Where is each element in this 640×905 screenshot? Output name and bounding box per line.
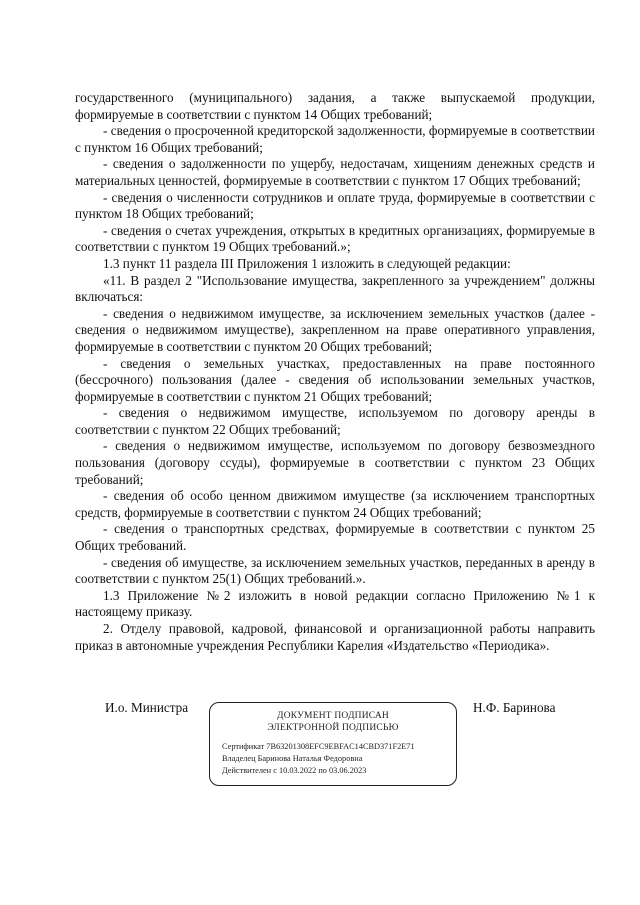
paragraph: - сведения о счетах учреждения, открытых в кредитных организациях, формируемые в соответствии с пунктом 19 Общих требований.»; bbox=[75, 222, 595, 255]
paragraph: - сведения о просроченной кредиторской задолженности, формируемые в соответствии с пунктом 16 Общих требований; bbox=[75, 123, 595, 155]
paragraph: 1.3 пункт 11 раздела III Приложения 1 изложить в следующей редакции: bbox=[103, 255, 511, 271]
stamp-certificate: Сертификат 7B63201308EFC9EBFAC14CBD371F2E71 bbox=[222, 742, 415, 751]
signatory-name: Н.Ф. Баринова bbox=[473, 700, 556, 715]
stamp-details bbox=[222, 741, 456, 776]
paragraph: 2. Отделу правовой, кадровой, финансовой и организационной работы направить приказ в автономные учреждения Республики Карелия «Издательство «Периодика». bbox=[75, 621, 595, 653]
stamp-title-line1: ДОКУМЕНТ ПОДПИСАН bbox=[277, 711, 389, 721]
paragraph: - сведения об особо ценном движимом имуществе (за исключением транспортных средств, формируемые в соответствии с пунктом 24 Общих требований; bbox=[75, 488, 595, 520]
paragraph: 1.3 Приложение №2 изложить в новой редакции согласно Приложению №1 к настоящему приказу. bbox=[75, 587, 595, 620]
stamp-validity: Действителен с 10.03.2022 по 03.06.2023 bbox=[222, 765, 367, 775]
document-body bbox=[75, 90, 595, 654]
stamp-title-line2: ЭЛЕКТРОННОЙ ПОДПИСЬЮ bbox=[267, 722, 399, 733]
stamp-header bbox=[210, 711, 456, 734]
paragraph: государственного (муниципального) задания, а также выпускаемой продукции, формируемые в соответствии с пунктом 14 Общих требований; bbox=[75, 90, 595, 122]
signatory-position: И.о. Министра bbox=[105, 700, 189, 715]
paragraph: - сведения о недвижимом имуществе, за исключением земельных участков (далее - сведения о недвижимом имуществе), закрепленном на праве оперативного управления, формируемые в соответствии с пунктом 20 Общих требований; bbox=[75, 305, 595, 354]
paragraph: «11. В раздел 2 "Использование имущества, закрепленного за учреждением" должны включаться: bbox=[75, 272, 595, 305]
paragraph: - сведения о земельных участках, предоставленных на праве постоянного (бессрочного) пользования (далее - сведения об использовании земельных участков, формируемые в соответствии с пунктом 21 Общих требований; bbox=[75, 355, 595, 404]
electronic-signature-stamp bbox=[209, 702, 457, 786]
stamp-owner: Владелец Баринова Наталья Федоровна bbox=[222, 753, 363, 763]
paragraph: - сведения о недвижимом имуществе, используемом по договору безвозмездного пользования (договору ссуды), формируемые в соответствии с пунктом 23 Общих требований; bbox=[75, 438, 595, 487]
paragraph: - сведения о численности сотрудников и оплате труда, формируемые в соответствии с пунктом 18 Общих требований; bbox=[75, 189, 595, 222]
paragraph: - сведения о задолженности по ущербу, недостачам, хищениям денежных средств и материальных ценностей, формируемые в соответствии с пунктом 17 Общих требований; bbox=[75, 156, 595, 188]
paragraph: - сведения об имуществе, за исключением земельных участков, переданных в аренду в соответствии с пунктом 25(1) Общих требований.». bbox=[75, 554, 595, 587]
paragraph: - сведения о транспортных средствах, формируемые в соответствии с пунктом 25 Общих требований. bbox=[75, 521, 595, 554]
paragraph: - сведения о недвижимом имуществе, используемом по договору аренды в соответствии с пунктом 22 Общих требований; bbox=[75, 405, 595, 437]
